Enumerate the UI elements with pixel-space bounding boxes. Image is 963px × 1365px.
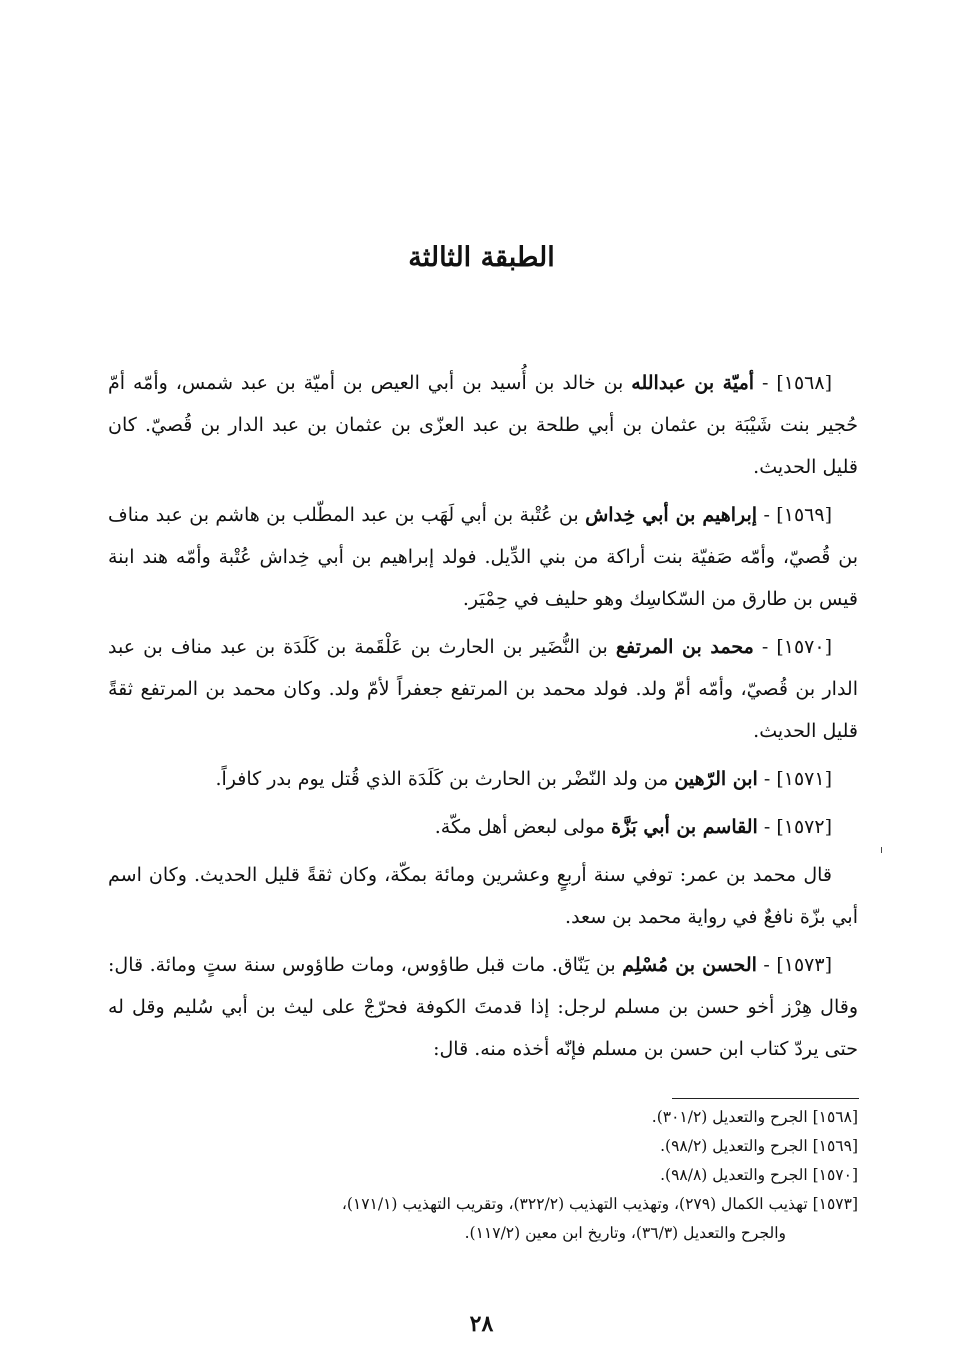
entry-text: بن النُّضَير بن الحارث بن عَلْقَمة بن كَلَدَة بن عبد مناف بن عبد الدار بن قُصيّ، وأمّه أمّ ولد. فولد محمد بن المرتفع جعفراً لأمّ ولد. وكان محمد بن المرتفع ثقةً قليل الحديث.	[108, 636, 858, 742]
page-number: ٢٨	[469, 1311, 494, 1337]
footnote: [١٥٧٣] تهذيب الكمال (٢٧٩)، وتهذيب التهذيب (٣٢٢/٢)، وتقريب التهذيب (١٧١/١)،	[341, 1195, 858, 1213]
entry-text: بن يَنّاق. مات قبل طاؤوس، ومات طاؤوس سنة ستٍ ومائة. قال: وقال هِرْز أخو حسن بن مسلم لرجل: إذا قدمتَ الكوفة فحرّجْ على ليث بن أبي سُليم وقل له حتى يردّ كتاب ابن حسن بن مسلم فإنّه أخذه منه. قال:	[108, 954, 858, 1060]
entry-number: [١٥٧١] -	[763, 768, 832, 790]
footnote: [١٥٧٠] الجرح والتعديل (٩٨/٨).	[660, 1166, 858, 1184]
main-text	[108, 362, 858, 1076]
footnote-separator	[672, 1098, 859, 1099]
entry-text: بن خالد بن أُسيد بن أبي العيص بن أميّة بن عبد شمس، وأمّه أمّ حُجير بنت شَيْبَة بن عثمان بن أبي طلحة بن عبد العزّى بن عثمان بن عبد الدار بن قُصيّ. كان قليل الحديث.	[108, 372, 858, 478]
entry-number: [١٥٦٩] -	[763, 504, 832, 526]
entry-number: [١٥٧٠] -	[761, 636, 832, 658]
entry-text: بن عُتْبة بن أبي لَهَب بن عبد المطّلب بن هاشم بن عبد مناف بن قُصيّ، وأمّه صَفيّة بنت أراكة من بني الدِّيل. فولد إبراهيم بن أبي خِداش عُتْبة وأمّه هند ابنة قيس بن طارق من السّكاسِك وهو حليف في حِمْيَر.	[108, 504, 858, 610]
entry-text: من ولد النّضْر بن الحارث بن كَلَدَة الذي قُتل يوم بدر كافراً.	[215, 768, 669, 790]
entry-name: الحسن بن مُسْلِم	[622, 954, 757, 976]
entry-name: القاسم بن أبي بَزَّة	[611, 816, 758, 838]
entry-1572	[108, 806, 858, 848]
page-title: الطبقة الثالثة	[408, 242, 555, 273]
entry-number: [١٥٧٣] -	[763, 954, 832, 976]
entry-number: [١٥٦٨] -	[761, 372, 832, 394]
entry-name: أميّة بن عبدالله	[631, 372, 755, 394]
entry-1570	[108, 626, 858, 752]
entry-1568	[108, 362, 858, 488]
entry-1571	[108, 758, 858, 800]
narration-paragraph: قال محمد بن عمر: توفي سنة أربعٍ وعشرين ومائة بمكّة، وكان ثقةً قليل الحديث. وكان اسم أبي بزّة نافعٌ في رواية محمد بن سعد.	[108, 864, 858, 928]
entry-name: إبراهيم بن أبي خِداش	[585, 504, 758, 526]
footnote: [١٥٦٨] الجرح والتعديل (٣٠١/٢).	[651, 1108, 858, 1126]
footnote-continuation: والجرح والتعديل (٣٦/٣)، وتاريخ ابن معين (١١٧/٢).	[464, 1224, 786, 1242]
entry-name: ابن الرّهين	[674, 768, 758, 790]
entry-name: محمد بن المرتفع	[615, 636, 754, 658]
entry-1569	[108, 494, 858, 620]
entry-number: [١٥٧٢] -	[763, 816, 832, 838]
entry-1573	[108, 944, 858, 1070]
entry-text: مولى لبعض أهل مكّة.	[434, 816, 606, 838]
margin-mark	[881, 847, 882, 853]
footnote: [١٥٦٩] الجرح والتعديل (٩٨/٢).	[660, 1137, 858, 1155]
footnotes	[108, 1103, 858, 1248]
